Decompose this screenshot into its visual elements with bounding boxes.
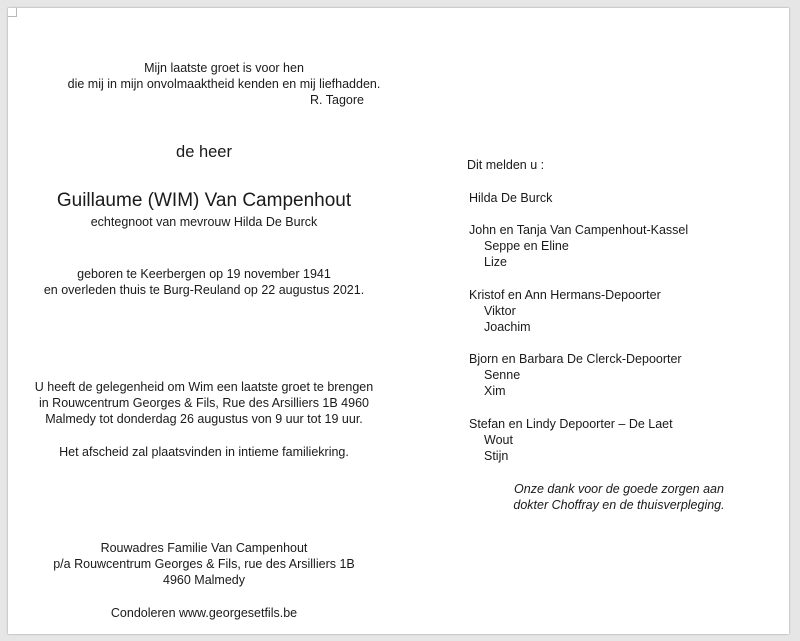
family-stefan-kid-1: Wout bbox=[484, 433, 513, 447]
deceased-name: Guillaume (WIM) Van Campenhout bbox=[56, 190, 352, 211]
page-corner-marker bbox=[8, 8, 17, 17]
family-john-kids-2: Lize bbox=[484, 255, 507, 269]
family-stefan-kid-2: Stijn bbox=[484, 449, 509, 463]
document-page bbox=[8, 8, 789, 634]
death-line: en overleden thuis te Burg-Reuland op 22 augustus 2021. bbox=[43, 283, 365, 297]
birth-line: geboren te Keerbergen op 19 november 1941 bbox=[77, 267, 331, 281]
thanks-line-1: Onze dank voor de goede zorgen aan bbox=[514, 482, 724, 496]
family-kristof-kid-1: Viktor bbox=[484, 304, 516, 318]
family-john-kids-1: Seppe en Eline bbox=[484, 239, 569, 253]
family-kristof-kid-2: Joachim bbox=[484, 320, 531, 334]
family-bjorn-kid-2: Xim bbox=[484, 384, 506, 398]
family-john: John en Tanja Van Campenhout-Kassel bbox=[469, 223, 689, 237]
address-line-1: Rouwadres Familie Van Campenhout bbox=[100, 541, 308, 555]
family-hilda: Hilda De Burck bbox=[469, 191, 553, 205]
family-bjorn-kid-1: Senne bbox=[484, 368, 521, 382]
family-bjorn: Bjorn en Barbara De Clerck-Depoorter bbox=[469, 352, 682, 366]
family-kristof: Kristof en Ann Hermans-Depoorter bbox=[469, 288, 661, 302]
visit-line-3: Malmedy tot donderdag 26 augustus von 9 uur tot 19 uur. bbox=[45, 412, 363, 426]
address-line-2: p/a Rouwcentrum Georges & Fils, rue des Arsilliers 1B bbox=[53, 557, 355, 571]
condolences-line: Condoleren www.georgesetfils.be bbox=[110, 606, 298, 620]
announce-heading: Dit melden u : bbox=[467, 158, 545, 172]
family-stefan: Stefan en Lindy Depoorter – De Laet bbox=[469, 417, 673, 431]
title-de-heer: de heer bbox=[176, 143, 232, 161]
farewell-line: Het afscheid zal plaatsvinden in intieme familiekring. bbox=[59, 445, 349, 459]
quote-line-1: Mijn laatste groet is voor hen bbox=[144, 61, 304, 75]
visit-line-1: U heeft de gelegenheid om Wim een laatste groet te brengen bbox=[34, 380, 374, 394]
quote-author: R. Tagore bbox=[310, 93, 364, 107]
spouse-line: echtegnoot van mevrouw Hilda De Burck bbox=[90, 215, 318, 229]
quote-line-2: die mij in mijn onvolmaaktheid kenden en mij liefhadden. bbox=[67, 77, 381, 91]
visit-line-2: in Rouwcentrum Georges & Fils, Rue des Arsilliers 1B 4960 bbox=[38, 396, 369, 410]
address-line-3: 4960 Malmedy bbox=[163, 573, 245, 587]
thanks-line-2: dokter Choffray en de thuisverpleging. bbox=[513, 498, 725, 512]
